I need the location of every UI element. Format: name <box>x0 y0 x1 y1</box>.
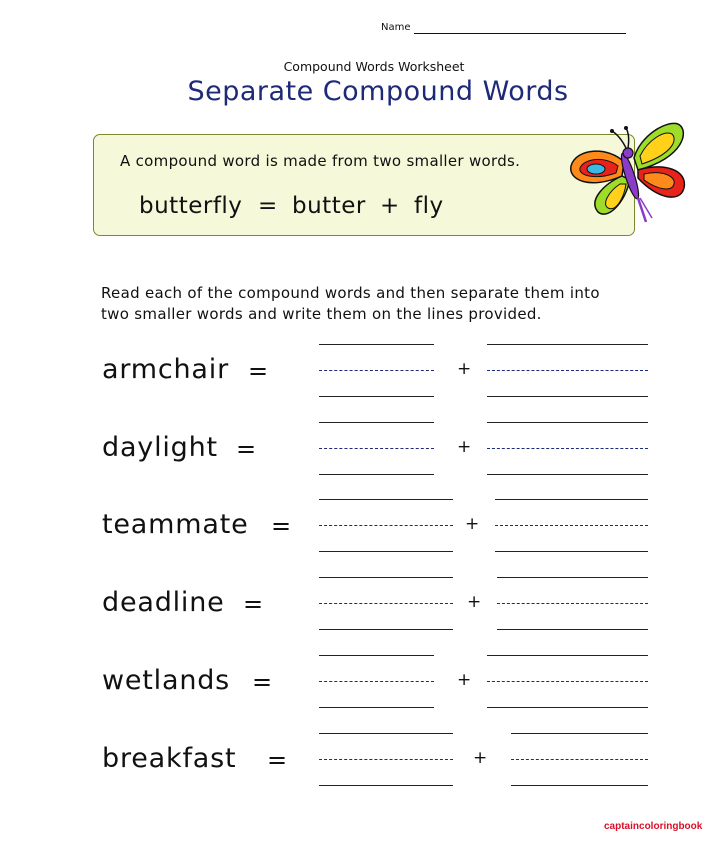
instructions <box>101 283 661 325</box>
answer-line-left-bottom[interactable] <box>319 474 434 475</box>
answer-line-right-bottom[interactable] <box>487 474 648 475</box>
equals-sign: = <box>267 746 288 774</box>
name-label: Name <box>381 22 411 33</box>
answer-line-right-mid[interactable] <box>487 681 648 682</box>
answer-line-left-bottom[interactable] <box>319 551 453 552</box>
answer-line-left-bottom[interactable] <box>319 785 453 786</box>
answer-line-left-bottom[interactable] <box>319 396 434 397</box>
equals-sign: = <box>236 435 257 463</box>
equals-sign: = <box>271 512 292 540</box>
compound-word: daylight <box>102 432 218 463</box>
plus-sign: + <box>467 592 482 612</box>
plus-sign: + <box>465 514 480 534</box>
answer-line-right-bottom[interactable] <box>511 785 648 786</box>
answer-line-left-top[interactable] <box>319 422 434 423</box>
compound-word: breakfast <box>102 743 237 774</box>
answer-line-left-mid[interactable] <box>319 759 453 760</box>
example-equals: = <box>258 193 278 219</box>
example-part-1: butter <box>292 193 366 219</box>
answer-line-left-bottom[interactable] <box>319 707 434 708</box>
answer-line-right-bottom[interactable] <box>487 396 648 397</box>
answer-line-right-top[interactable] <box>495 499 648 500</box>
answer-line-right-bottom[interactable] <box>497 629 648 630</box>
answer-line-left-top[interactable] <box>319 344 434 345</box>
answer-line-right-mid[interactable] <box>497 603 648 604</box>
plus-sign: + <box>457 437 472 457</box>
plus-sign: + <box>457 359 472 379</box>
worksheet-subtitle: Compound Words Worksheet <box>283 59 465 74</box>
answer-line-right-mid[interactable] <box>487 370 648 371</box>
instructions-line-1: Read each of the compound words and then separate them into <box>101 284 600 302</box>
answer-line-right-top[interactable] <box>487 344 648 345</box>
answer-line-right-bottom[interactable] <box>487 707 648 708</box>
compound-word: wetlands <box>102 665 231 696</box>
definition-text: A compound word is made from two smaller words. <box>120 152 521 170</box>
answer-line-right-top[interactable] <box>511 733 648 734</box>
compound-word: deadline <box>102 587 225 618</box>
answer-line-right-top[interactable] <box>487 655 648 656</box>
plus-sign: + <box>473 748 488 768</box>
answer-line-left-top[interactable] <box>319 733 453 734</box>
answer-line-left-mid[interactable] <box>319 370 434 371</box>
instructions-line-2: two smaller words and write them on the lines provided. <box>101 305 542 323</box>
equals-sign: = <box>243 590 264 618</box>
answer-line-right-bottom[interactable] <box>495 551 648 552</box>
equals-sign: = <box>248 357 269 385</box>
answer-line-right-mid[interactable] <box>487 448 648 449</box>
answer-line-left-mid[interactable] <box>319 525 453 526</box>
answer-line-left-mid[interactable] <box>319 448 434 449</box>
example-plus: + <box>380 193 400 219</box>
plus-sign: + <box>457 670 472 690</box>
equals-sign: = <box>252 668 273 696</box>
page-title: Separate Compound Words <box>187 76 569 107</box>
answer-line-left-bottom[interactable] <box>319 629 453 630</box>
brand-logo-text: captaincoloringbook <box>604 821 703 832</box>
answer-line-left-mid[interactable] <box>319 603 453 604</box>
definition-box <box>93 134 635 236</box>
answer-line-left-mid[interactable] <box>319 681 434 682</box>
example-word: butterfly <box>139 193 243 219</box>
answer-line-right-top[interactable] <box>497 577 648 578</box>
answer-line-left-top[interactable] <box>319 499 453 500</box>
answer-line-left-top[interactable] <box>319 577 453 578</box>
butterfly-icon <box>568 118 692 230</box>
answer-line-right-mid[interactable] <box>495 525 648 526</box>
example-part-2: fly <box>414 193 444 219</box>
answer-line-right-top[interactable] <box>487 422 648 423</box>
name-write-line[interactable] <box>414 33 626 34</box>
compound-word: armchair <box>102 354 229 385</box>
answer-line-right-mid[interactable] <box>511 759 648 760</box>
compound-word: teammate <box>102 509 249 540</box>
answer-line-left-top[interactable] <box>319 655 434 656</box>
